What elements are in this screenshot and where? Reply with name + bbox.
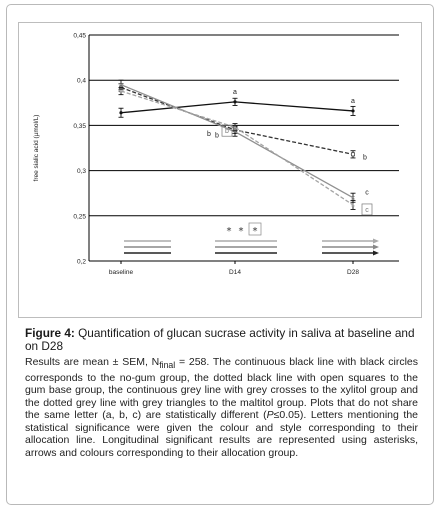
data-point — [351, 109, 354, 112]
data-point — [119, 111, 122, 114]
series-line — [121, 102, 353, 113]
figure-label: Figure 4: — [25, 326, 75, 340]
arrowhead — [373, 251, 379, 256]
y-tick-label: 0,35 — [73, 122, 86, 130]
data-point — [233, 100, 236, 103]
data-point — [351, 153, 354, 156]
figure-title: Quantification of glucan sucrase activity in saliva at baseline and on D28 — [25, 326, 415, 354]
caption-p-symbol: P — [266, 409, 274, 422]
arrowhead — [373, 245, 379, 250]
caption-subscript: final — [159, 359, 176, 370]
caption-body — [25, 356, 418, 460]
y-tick-label: 0,2 — [76, 258, 86, 266]
caption-text-1: Results are mean ± SEM, N — [25, 355, 160, 368]
y-axis-label: free sialic acid (µmol/L) — [33, 114, 40, 182]
series-line — [121, 87, 353, 154]
y-tick-label: 0,45 — [73, 32, 86, 40]
significance-letter: a — [351, 97, 355, 105]
chart-area — [18, 22, 422, 318]
significance-letter: b — [363, 154, 367, 162]
line-chart — [19, 23, 421, 317]
x-tick-label: D28 — [347, 269, 359, 276]
caption-text-2: = 258. The continuous black line with black circles corresponds to the no-gum group, the dotted black line with open squares to the gum base group, the continuous grey line with grey crosses to the xylitol group and the dotted grey line with grey triangles to the maltitol group. Plots that do not share the same letter (a, b, c) are statistically different ( — [25, 355, 418, 422]
significance-asterisk: * — [226, 226, 232, 237]
significance-asterisk: * — [252, 226, 258, 237]
y-tick-label: 0,25 — [73, 213, 86, 221]
y-tick-label: 0,4 — [76, 77, 86, 85]
caption-text-3: ≤0.05). Letters mentioning the statistical significance were given the colour and style corresponding to their allocation line. Longitudinal significant results are represented using asterisks, arrows and colours corresponding to their allocation group. — [25, 409, 419, 460]
significance-asterisk: * — [238, 226, 244, 237]
significance-letter: b — [207, 130, 211, 138]
significance-letter: c — [365, 206, 369, 214]
significance-letter: a — [233, 88, 237, 96]
significance-letter: b — [215, 132, 219, 140]
figure-heading — [25, 327, 418, 354]
arrowhead — [373, 239, 379, 244]
significance-letter: c — [365, 189, 369, 197]
figure-caption — [25, 327, 418, 460]
significance-letter: b — [225, 128, 229, 136]
y-tick-label: 0,3 — [76, 168, 86, 176]
x-tick-label: D14 — [229, 269, 241, 276]
x-tick-label: baseline — [108, 269, 134, 276]
